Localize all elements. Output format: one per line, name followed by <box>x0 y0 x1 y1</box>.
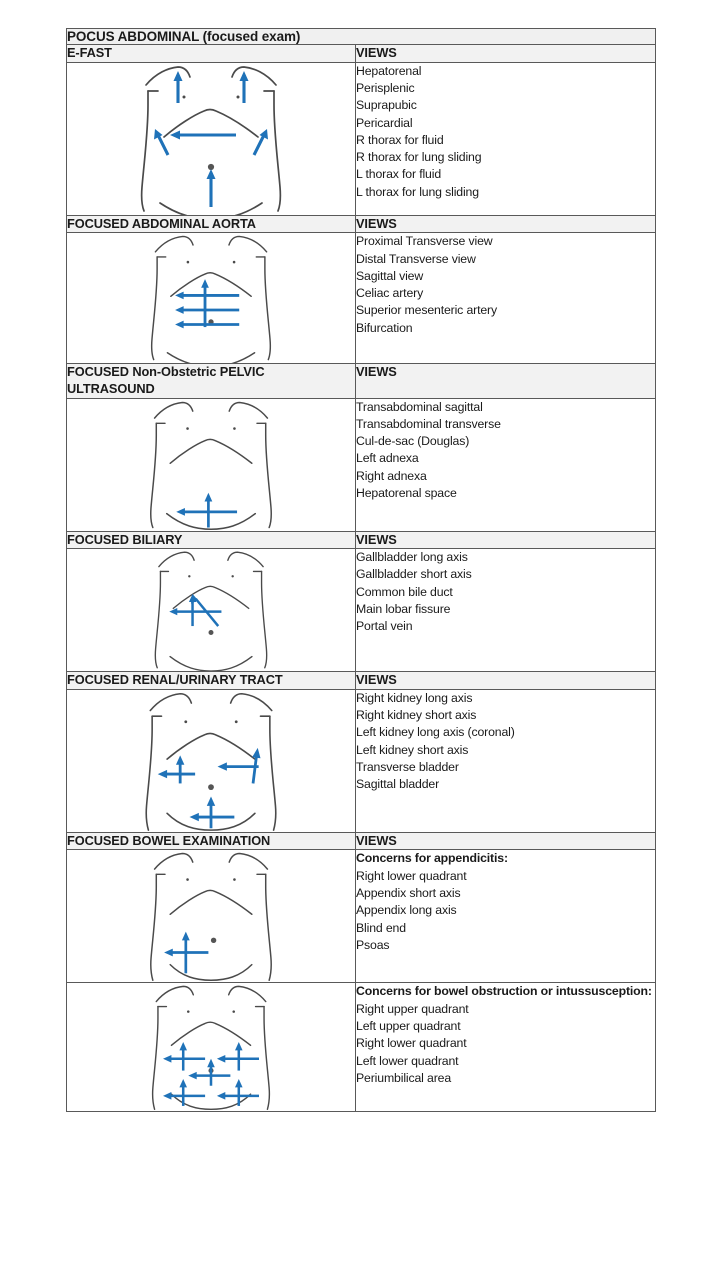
views-list-bowel-obstruction <box>356 983 655 1087</box>
list-item: Periumbilical area <box>356 1070 452 1085</box>
section-title-efast: E-FAST <box>67 45 356 63</box>
views-list-appendicitis <box>356 850 655 954</box>
views-cell-pelvic <box>356 398 656 531</box>
list-item: Distal Transverse view <box>356 251 476 266</box>
torso-figure-biliary <box>116 549 306 671</box>
list-item: Left lower quadrant <box>356 1053 459 1068</box>
list-item: Right kidney short axis <box>356 708 477 723</box>
list-item: Perisplenic <box>356 80 415 95</box>
views-list-biliary <box>356 549 655 635</box>
list-item: Right lower quadrant <box>356 1036 467 1051</box>
list-item: Celiac artery <box>356 286 424 301</box>
list-item: Common bile duct <box>356 584 453 599</box>
renal-torso-diagram <box>67 689 356 832</box>
list-item: Main lobar fissure <box>356 602 451 617</box>
section-title-aorta: FOCUSED ABDOMINAL AORTA <box>67 215 356 233</box>
list-item: Cul-de-sac (Douglas) <box>356 434 470 449</box>
section-body-row-appendicitis <box>67 850 656 983</box>
section-body-row-renal <box>67 689 656 832</box>
list-item: R thorax for lung sliding <box>356 150 482 165</box>
views-cell-appendicitis <box>356 850 656 983</box>
list-item: Gallbladder long axis <box>356 550 468 565</box>
list-item: L thorax for lung sliding <box>356 184 479 199</box>
section-body-row-efast <box>67 62 656 215</box>
views-header-biliary: VIEWS <box>356 531 656 549</box>
list-item: Right adnexa <box>356 468 427 483</box>
views-cell-efast <box>356 62 656 215</box>
list-item: Right lower quadrant <box>356 868 467 883</box>
section-body-row-biliary <box>67 549 656 672</box>
list-item: Transverse bladder <box>356 759 459 774</box>
section-title-biliary: FOCUSED BILIARY <box>67 531 356 549</box>
views-subheading: Concerns for appendicitis: <box>356 851 508 866</box>
page-title: POCUS ABDOMINAL (focused exam) <box>67 29 656 45</box>
section-header-row-bowel <box>67 832 656 850</box>
views-list-efast <box>356 63 655 201</box>
list-item: Appendix long axis <box>356 903 457 918</box>
list-item: Suprapubic <box>356 98 417 113</box>
list-item: Left adnexa <box>356 451 419 466</box>
views-list-pelvic <box>356 399 655 503</box>
section-header-row-renal <box>67 672 656 690</box>
section-title-bowel: FOCUSED BOWEL EXAMINATION <box>67 832 356 850</box>
biliary-torso-diagram <box>67 549 356 672</box>
list-item: Psoas <box>356 937 390 952</box>
views-cell-biliary <box>356 549 656 672</box>
section-header-row-efast <box>67 45 656 63</box>
views-list-renal <box>356 690 655 794</box>
list-item: Left kidney long axis (coronal) <box>356 725 515 740</box>
list-item: Bifurcation <box>356 320 413 335</box>
bowel-obstruction-torso-diagram <box>67 983 356 1112</box>
views-header-renal: VIEWS <box>356 672 656 690</box>
views-header-bowel: VIEWS <box>356 832 656 850</box>
section-header-row-pelvic <box>67 364 656 398</box>
list-item: Appendix short axis <box>356 885 461 900</box>
views-header-aorta: VIEWS <box>356 215 656 233</box>
torso-figure-efast <box>116 63 306 215</box>
list-item: Proximal Transverse view <box>356 234 493 249</box>
appendicitis-torso-diagram <box>67 850 356 983</box>
views-header-efast: VIEWS <box>356 45 656 63</box>
list-item: L thorax for fluid <box>356 167 442 182</box>
views-header-pelvic: VIEWS <box>356 364 656 398</box>
list-item: Sagittal bladder <box>356 777 440 792</box>
list-item: Superior mesenteric artery <box>356 303 497 318</box>
section-header-row-biliary <box>67 531 656 549</box>
torso-figure-renal <box>116 690 306 832</box>
section-title-renal: FOCUSED RENAL/URINARY TRACT <box>67 672 356 690</box>
list-item: Right upper quadrant <box>356 1001 469 1016</box>
list-item: Right kidney long axis <box>356 690 473 705</box>
list-item: Sagittal view <box>356 268 424 283</box>
section-body-row-aorta <box>67 233 656 364</box>
list-item: Hepatorenal space <box>356 485 457 500</box>
views-list-aorta <box>356 233 655 337</box>
views-cell-aorta <box>356 233 656 364</box>
list-item: Left upper quadrant <box>356 1018 461 1033</box>
list-item: Hepatorenal <box>356 63 422 78</box>
list-item: Pericardial <box>356 115 413 130</box>
section-header-row-aorta <box>67 215 656 233</box>
list-item: Blind end <box>356 920 406 935</box>
pocus-abdominal-table <box>66 28 656 1112</box>
list-item: Transabdominal transverse <box>356 416 501 431</box>
torso-figure-aorta <box>116 233 306 363</box>
list-item: Left kidney short axis <box>356 742 469 757</box>
list-item: Transabdominal sagittal <box>356 399 483 414</box>
list-item: R thorax for fluid <box>356 132 444 147</box>
table-title-row <box>67 29 656 45</box>
section-body-row-bowel-obstruction <box>67 983 656 1112</box>
views-subheading: Concerns for bowel obstruction or intussusception: <box>356 984 652 999</box>
section-body-row-pelvic <box>67 398 656 531</box>
list-item: Gallbladder short axis <box>356 567 472 582</box>
torso-figure-pelvic <box>116 399 306 531</box>
views-cell-bowel-obstruction <box>356 983 656 1112</box>
views-cell-renal <box>356 689 656 832</box>
efast-torso-diagram <box>67 62 356 215</box>
torso-figure-appendicitis <box>116 850 306 982</box>
pelvic-torso-diagram <box>67 398 356 531</box>
aorta-torso-diagram <box>67 233 356 364</box>
list-item: Portal vein <box>356 619 413 634</box>
torso-figure-bowel-obstruction <box>116 983 306 1111</box>
section-title-pelvic: FOCUSED Non-Obstetric PELVIC ULTRASOUND <box>67 364 356 398</box>
